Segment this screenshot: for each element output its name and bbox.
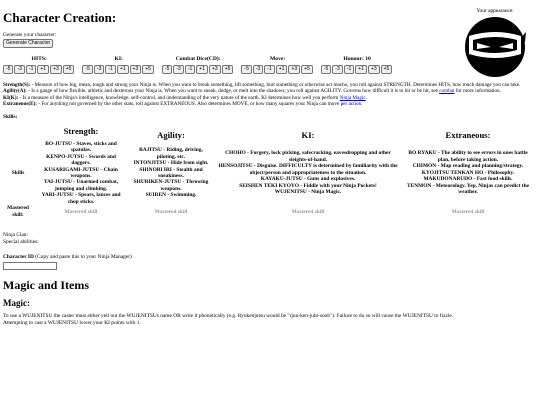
- skill-item: BO-JUTSU - Staves, sticks and spatulas.: [45, 140, 117, 154]
- skills-corner: [3, 126, 33, 140]
- skill-item: TENMON - Meteorology. Yep, Ninjas can predict the weather.: [407, 182, 529, 196]
- magic-paragraph-2: Attempting to cast a WUJENITSU lower your KI points with 1.: [3, 319, 141, 326]
- cd-minus3-button[interactable]: -3: [173, 65, 183, 74]
- ki-text-end: .: [365, 94, 367, 101]
- generate-character-button[interactable]: Generate Character: [3, 39, 53, 48]
- skills-table: [3, 126, 533, 218]
- stat-label: Combat Dice(CD):: [175, 56, 221, 63]
- skill-item: KYOJITSU TENKAN HO - Philosophy.: [421, 169, 515, 176]
- agility-text: - Is a gauge of how flexible, athletic and dexterous your Ninja is. When you want to sneak, dodge, or melt into the shadows; you roll against AGILITY. Governs how difficult it is to hit or be hit, see: [26, 88, 440, 95]
- move-plus3-button[interactable]: +3: [288, 65, 300, 74]
- move-plus5-button[interactable]: +5: [301, 65, 313, 74]
- clan-section: [3, 232, 537, 246]
- page-title: Character Creation:: [3, 10, 117, 25]
- stat-combat-dice: [162, 56, 234, 74]
- mastered-skill-ki[interactable]: Mastered skill: [291, 208, 325, 215]
- cd-plus1-button[interactable]: +1: [196, 65, 208, 74]
- skill-item: INTONJITSU - Hide from sight.: [133, 160, 209, 167]
- ki-minus3-button[interactable]: -3: [94, 65, 104, 74]
- stat-honour: [321, 56, 393, 74]
- skill-item: KAYAKU-JUTSU - Guns and explosives.: [260, 176, 356, 183]
- skill-item: SUIREN - Swimming.: [145, 192, 197, 199]
- honour-minus1-button[interactable]: -1: [344, 65, 354, 74]
- character-id-input[interactable]: [3, 262, 57, 270]
- skill-item: TAI-JUTSU - Unarmed combat, jumping and climbing.: [43, 179, 119, 192]
- character-id-section: [3, 254, 537, 269]
- skill-item: BAJITSU - Riding, driving, piloting, etc.: [139, 147, 203, 160]
- ki-term: KI(K):: [3, 94, 19, 101]
- honour-plus1-button[interactable]: +1: [355, 65, 367, 74]
- cd-minus1-button[interactable]: -1: [185, 65, 195, 74]
- skill-item: SHURIKEN-JUTSU - Throwing weapons.: [133, 179, 209, 192]
- cd-plus3-button[interactable]: +3: [209, 65, 221, 74]
- ninja-clan-label: Ninja Clan:: [3, 232, 29, 239]
- ki-text: - Is a measure of the Ninja's intelligence, knowledge, self-control, and understanding of the very nature of the earth. KI determines how well you perform: [18, 94, 340, 101]
- stat-label: KI:: [114, 56, 123, 63]
- magic-heading: Magic:: [3, 298, 30, 309]
- column-header-strength: Strength:: [63, 126, 99, 137]
- avatar-label: Your appearance:: [476, 8, 514, 14]
- skill-item: CHIMON - Map reading and planning/strategy.: [412, 163, 524, 170]
- column-header-extraneous: Extraneous:: [445, 130, 491, 141]
- skill-item: WUJENITSU - Ninja Magic.: [274, 189, 342, 196]
- honour-minus3-button[interactable]: -3: [332, 65, 342, 74]
- mastered-skill-strength[interactable]: Mastered skill: [64, 208, 98, 215]
- column-header-agility: Agility:: [157, 130, 185, 141]
- stat-ki: [82, 56, 154, 74]
- skills-row-header: Skills: [11, 169, 25, 176]
- hits-plus1-button[interactable]: +1: [37, 65, 49, 74]
- ninja-avatar: [463, 14, 527, 78]
- move-minus5-button[interactable]: -5: [241, 65, 251, 74]
- extraneous-skills-cell: [403, 141, 533, 206]
- agility-skills-cell: [129, 141, 213, 206]
- move-plus1-button[interactable]: +1: [276, 65, 288, 74]
- hits-plus5-button[interactable]: +5: [63, 65, 75, 74]
- special-abilities-label: Special abilities:: [3, 239, 39, 246]
- strength-skills-cell: [33, 141, 129, 206]
- ki-minus1-button[interactable]: -1: [105, 65, 115, 74]
- extraneous-definition: [3, 101, 537, 108]
- mastered-row: [3, 205, 533, 218]
- ki-plus3-button[interactable]: +3: [130, 65, 142, 74]
- magic-items-heading: Magic and Items: [3, 277, 89, 292]
- hits-minus5-button[interactable]: -5: [3, 65, 13, 74]
- skill-item: MAKUDONARUDO - Fast food skills.: [423, 176, 513, 183]
- skills-header-row: [3, 126, 533, 140]
- move-minus1-button[interactable]: -1: [264, 65, 274, 74]
- skill-item: CHOHO - Forgery, lock picking, safecracking, eavesdropping and other sleights-of-hand.: [225, 150, 391, 163]
- character-id-label: Character ID: [3, 254, 34, 261]
- avatar-panel: [460, 8, 530, 81]
- honour-plus5-button[interactable]: +5: [381, 65, 393, 74]
- column-header-ki: KI:: [301, 130, 315, 141]
- skills-body-row: [3, 141, 533, 206]
- skill-item: SEISHEN TEKI KYOYO - Fiddle with your Ninja Pockets!: [239, 182, 377, 189]
- honour-plus3-button[interactable]: +3: [368, 65, 380, 74]
- stats-row: [3, 56, 537, 74]
- generate-label: Generate your character:: [3, 31, 57, 38]
- strength-term: Strength(S):: [3, 81, 31, 88]
- ki-plus1-button[interactable]: +1: [117, 65, 129, 74]
- cd-minus5-button[interactable]: -5: [162, 65, 172, 74]
- skill-item: BO RYAKU - The ability to see errors in ones battle plan, before taking action.: [408, 150, 528, 163]
- agility-text-end: for more information.: [454, 88, 501, 95]
- move-minus3-button[interactable]: -3: [253, 65, 263, 74]
- stat-definitions: [3, 82, 537, 108]
- mastered-skill-agility[interactable]: Mastered skill: [154, 208, 188, 215]
- mastered-row-header: Mastered skill:: [7, 205, 29, 218]
- skill-item: KENPO-JUTSU - Swords and daggers.: [46, 153, 116, 167]
- extraneous-text: - For anything not governed by the other stats, roll against EXTRANEOUS. Also determines MOVE, or how many squares your Ninja can move per action.: [37, 101, 363, 108]
- stat-hits: [3, 56, 75, 74]
- character-id-hint: (Copy and paste this to your Ninja Manager): [33, 254, 132, 261]
- honour-minus5-button[interactable]: -5: [321, 65, 331, 74]
- mastered-skill-extraneous[interactable]: Mastered skill: [451, 208, 485, 215]
- combat-link[interactable]: combat: [439, 88, 455, 95]
- skill-item: KUSARIGAMI-JUTSU - Chain weapons.: [44, 166, 118, 179]
- stat-move: [241, 56, 313, 74]
- ki-skills-cell: [213, 141, 403, 206]
- ki-minus5-button[interactable]: -5: [82, 65, 92, 74]
- extraneous-term: Extraneous(E):: [3, 101, 38, 108]
- hits-plus3-button[interactable]: +3: [50, 65, 62, 74]
- ki-plus5-button[interactable]: +5: [142, 65, 154, 74]
- cd-plus5-button[interactable]: +5: [222, 65, 234, 74]
- magic-paragraph-1: To use a WUJENITSU the caster must either yell out the WUJENITSUs name OR write it phonetically (e.g. Ryukenjutsu would be "rjuu-ken-juht-soob"). Failure to do so will cause the WUJENITSU to fizzle.: [3, 313, 454, 320]
- skills-label: Skills:: [3, 113, 18, 120]
- stat-label: Move:: [270, 56, 286, 63]
- hits-minus3-button[interactable]: -3: [14, 65, 24, 74]
- ninja-magic-link[interactable]: Ninja Magic: [339, 94, 366, 101]
- skill-item: SHINOBI IRI - Stealth and sneakiness.: [139, 166, 203, 179]
- stat-label: HITS:: [31, 56, 47, 63]
- stat-label: Honour: 10: [343, 56, 371, 63]
- skill-item: HENSOJITSU - Disguise. DIFFICULTY is determined by familiarity with the object/person and appropriateness to the situation.: [218, 163, 398, 176]
- agility-term: Agility(A):: [3, 88, 27, 95]
- hits-minus1-button[interactable]: -1: [26, 65, 36, 74]
- strength-text: - Measure of how big, mean, tough and strong your Ninja is. When you want to break something, lift something, hurt something or otherwise act macho, you roll against STRENGTH. Determines HITS, how much damage you can take.: [30, 81, 521, 88]
- skill-item: YARI-JUTSU - Spears, lances and chop sticks.: [41, 192, 121, 205]
